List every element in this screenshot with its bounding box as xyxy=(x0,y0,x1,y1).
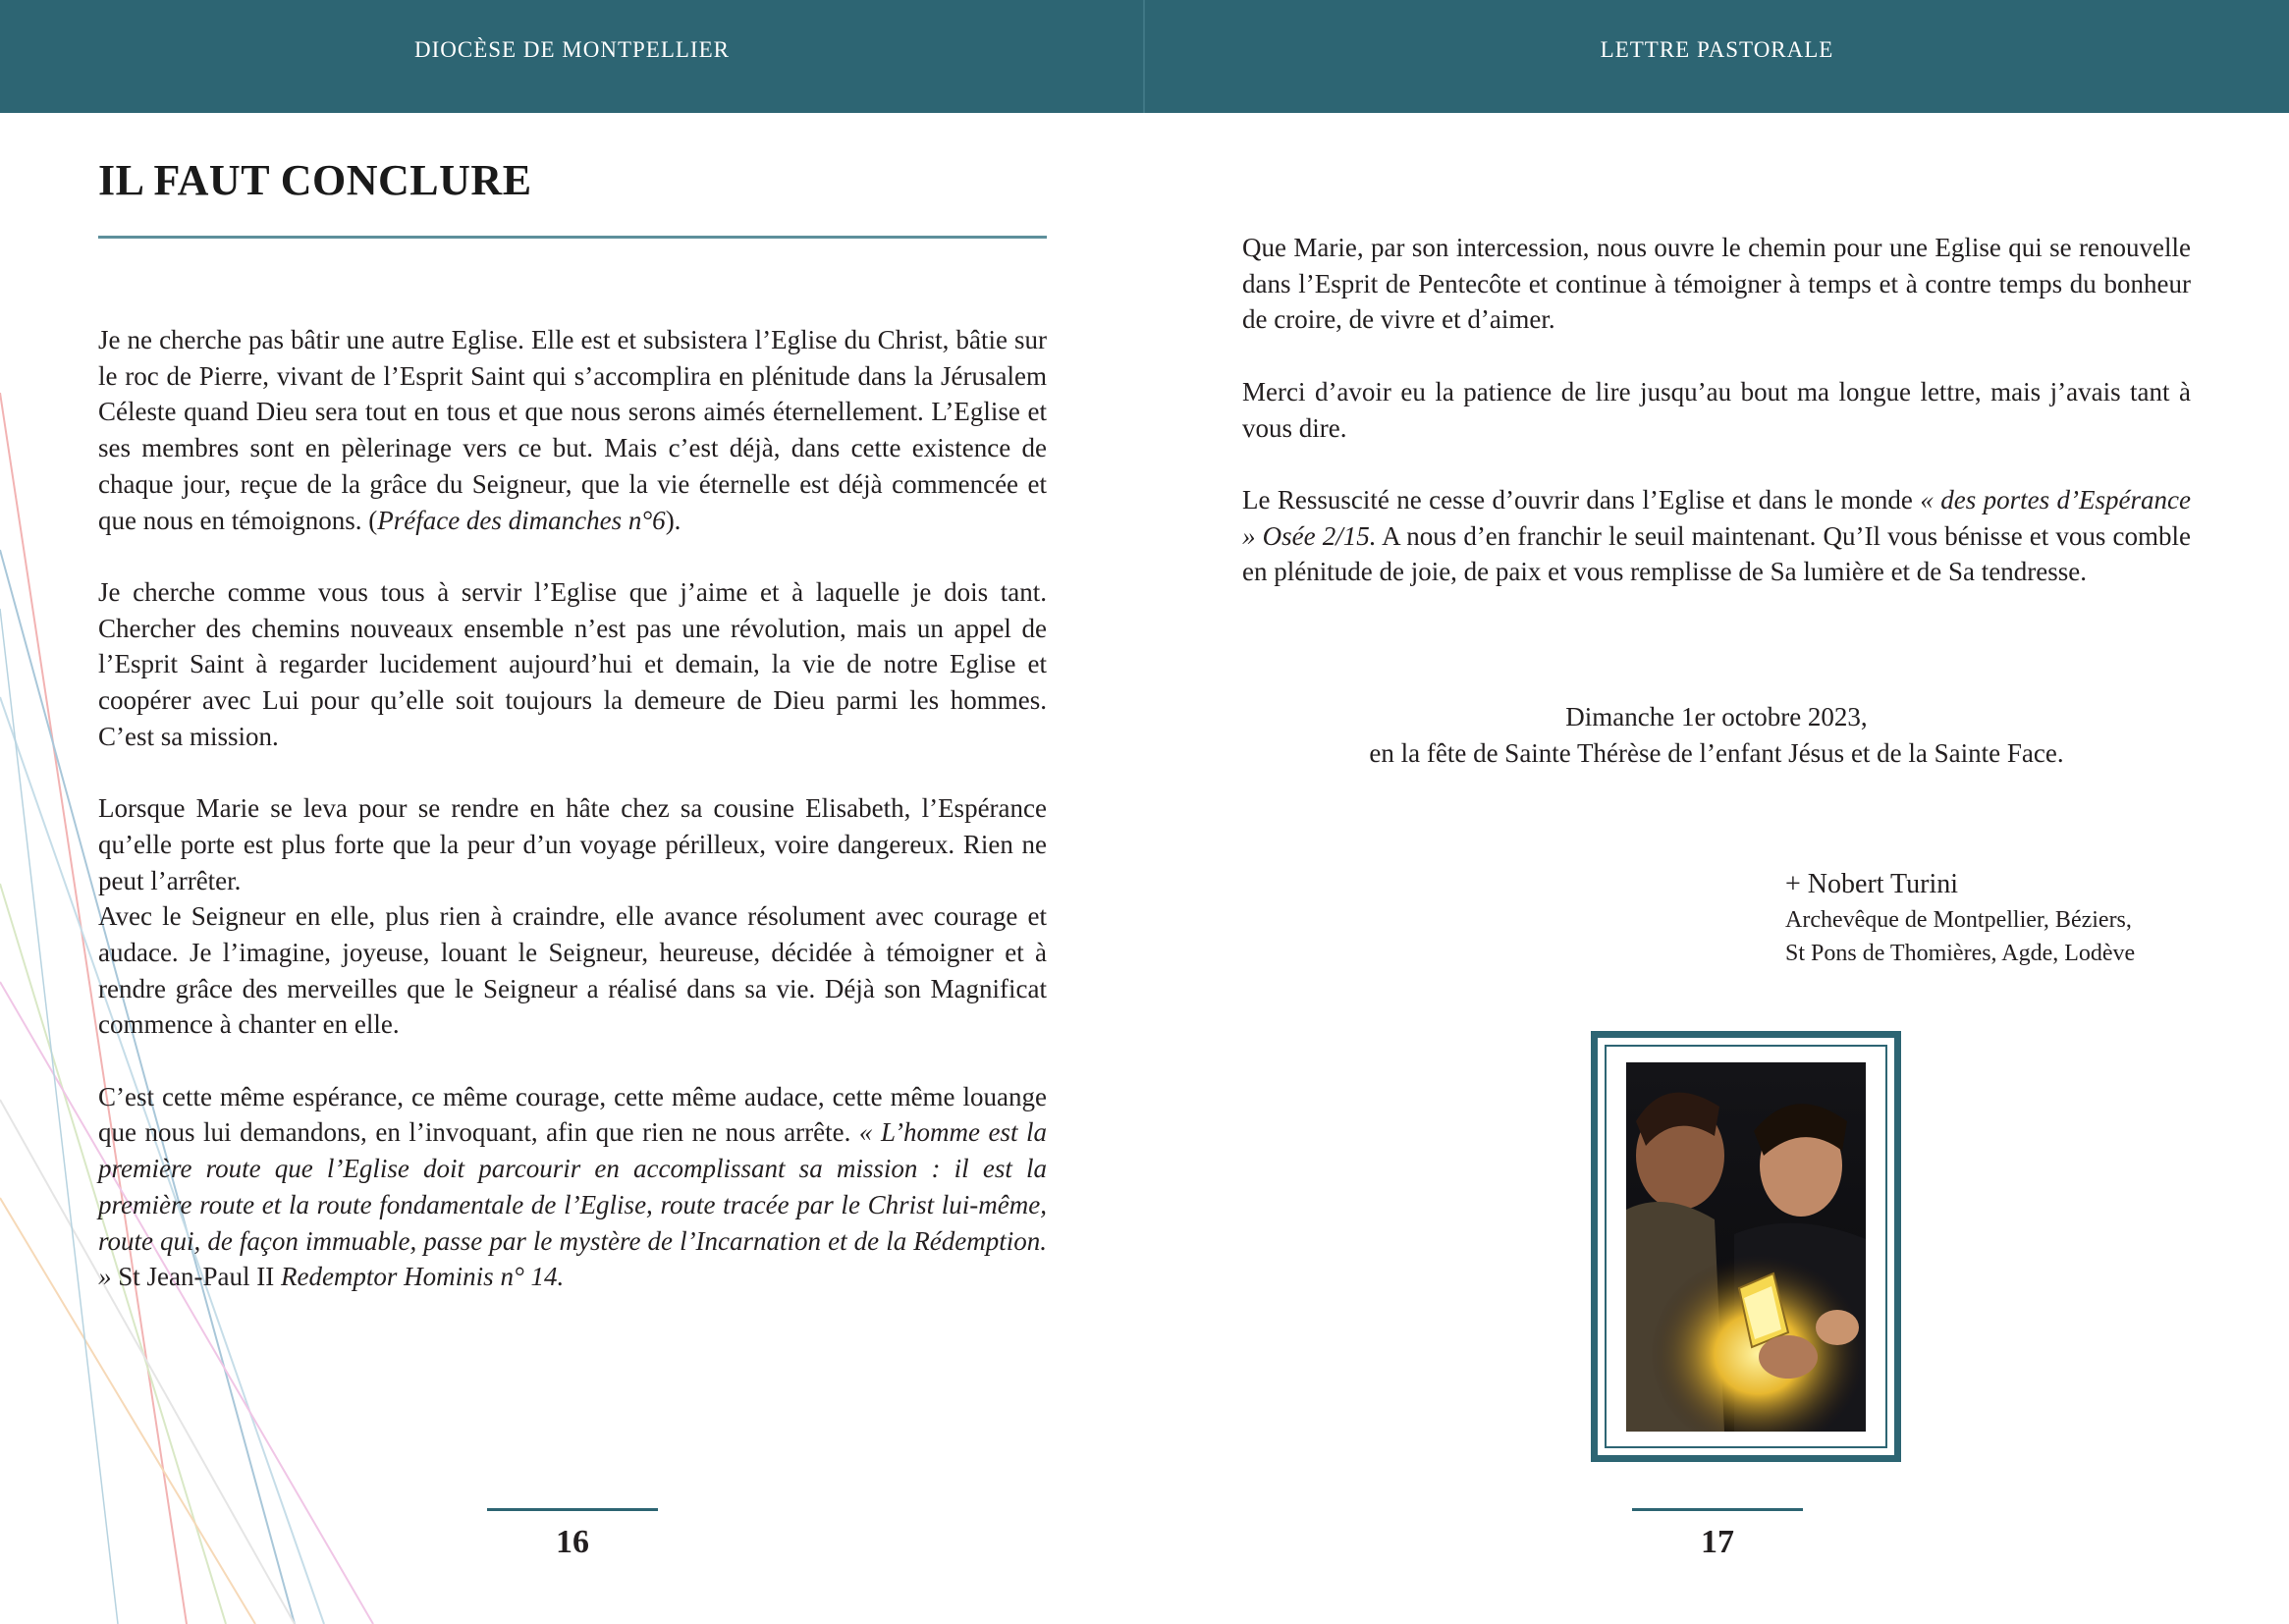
header-diocese: DIOCÈSE DE MONTPELLIER xyxy=(414,37,730,62)
paragraph-marie-intercession: Que Marie, par son intercession, nous ouvre le chemin pour une Eglise qui se renouvelle dans l’Esprit de Pentecôte et continue à témoigner à temps et à contre temps du bonheur de croire, de vivre et d’aimer. xyxy=(1242,233,2191,335)
paragraph-risen xyxy=(1242,482,2191,590)
paragraph-text: Le Ressuscité ne cesse d’ouvrir dans l’Eglise et dans le monde xyxy=(1242,484,1921,514)
quote-author: St Jean-Paul II xyxy=(111,1262,281,1292)
signature-block xyxy=(1785,866,2198,970)
paragraph-end: ). xyxy=(665,505,681,535)
paragraph-church xyxy=(98,322,1047,538)
header-band xyxy=(0,0,2289,113)
title-rule xyxy=(98,236,1047,239)
paragraph-end: A nous d’en franchir le seuil maintenant. Qu’Il vous bénisse et vous comble en plénitude de joie, de paix et vous remplisse de Sa lumière et de Sa tendresse. xyxy=(1242,520,2191,587)
page-number-left: 16 xyxy=(556,1524,589,1560)
footer-rule-left xyxy=(487,1508,658,1511)
footer-rule-right xyxy=(1632,1508,1803,1511)
photo-candlelight-youths xyxy=(1626,1062,1866,1432)
signature-title-1: Archevêque de Montpellier, Béziers, xyxy=(1785,907,2132,933)
page-title: IL FAUT CONCLURE xyxy=(98,156,532,204)
paragraph-mary: Lorsque Marie se leva pour se rendre en hâte chez sa cousine Elisabeth, l’Espérance qu’elle porte est plus forte que la peur d’un voyage périlleux, voire dangereux. Rien ne peut l’arrêter. xyxy=(98,793,1047,895)
paragraph-hope xyxy=(98,1079,1047,1295)
quote-reference: Redemptor Hominis n° 14. xyxy=(280,1262,565,1292)
quote-osee: « des portes d’Espérance » Osée 2/15. xyxy=(1242,484,2191,551)
left-page-body xyxy=(98,322,1047,1295)
preface-citation: Préface des dimanches n°6 xyxy=(377,505,666,535)
right-page-body xyxy=(1242,230,2191,590)
photo-frame xyxy=(1591,1031,1901,1462)
paragraph-text: C’est cette même espérance, ce même courage, cette même audace, cette même louange que nous lui demandons, en l’invoquant, afin que rien ne nous arrête. xyxy=(98,1081,1047,1148)
feast-line: en la fête de Sainte Thérèse de l’enfant Jésus et de la Sainte Face. xyxy=(1369,738,2064,768)
paragraph-thanks: Merci d’avoir eu la patience de lire jusqu’au bout ma longue lettre, mais j’avais tant à vous dire. xyxy=(1242,376,2191,443)
paragraph-service: Je cherche comme vous tous à servir l’Eglise que j’aime et à laquelle je dois tant. Chercher des chemins nouveaux ensemble n’est pas une révolution, mais un appel de l’Esprit Saint à regarder lucidement aujourd’hui et demain, la vie de notre Eglise et coopérer avec Lui pour qu’elle soit toujours la demeure de Dieu parmi les hommes. C’est sa mission. xyxy=(98,576,1047,751)
page-number-right: 17 xyxy=(1701,1524,1734,1560)
paragraph-text: Je ne cherche pas bâtir une autre Eglise. Elle est et subsistera l’Eglise du Christ, bâtie sur le roc de Pierre, vivant de l’Esprit Saint qui s’accomplira en plénitude dans la Jérusalem Céleste quand Dieu sera tout en tous et que nous serons aimés éternellement. L’Eglise et ses membres sont en pèlerinage vers ce but. Mais c’est déjà, dans cette existence de chaque jour, reçue de la grâce du Seigneur, que la vie éternelle est déjà commencée et que nous en témoignons. ( xyxy=(98,325,1047,535)
date-line: Dimanche 1er octobre 2023, xyxy=(1565,702,1868,731)
quote-redemptor-hominis: « L’homme est la première route que l’Eglise doit parcourir en accomplissant sa mission : il est la première route et la route fondamentale de l’Eglise, route tracée par le Christ lui-même, route qui, de façon immuable, passe par le mystère de l’Incarnation et de la Rédemption. » xyxy=(98,1117,1047,1292)
date-block xyxy=(1242,699,2191,772)
paragraph-lord: Avec le Seigneur en elle, plus rien à craindre, elle avance résolument avec courage et audace. Je l’imagine, joyeuse, louant le Seigneur, heureuse, décidée à témoigner et à rendre grâce des merveilles que le Seigneur a réalisé dans sa vie. Déjà son Magnificat commence à chanter en elle. xyxy=(98,901,1047,1040)
signature-name: + Nobert Turini xyxy=(1785,869,1959,899)
signature-title-2: St Pons de Thomières, Agde, Lodève xyxy=(1785,941,2136,966)
header-letter-type: LETTRE PASTORALE xyxy=(1600,37,1834,62)
